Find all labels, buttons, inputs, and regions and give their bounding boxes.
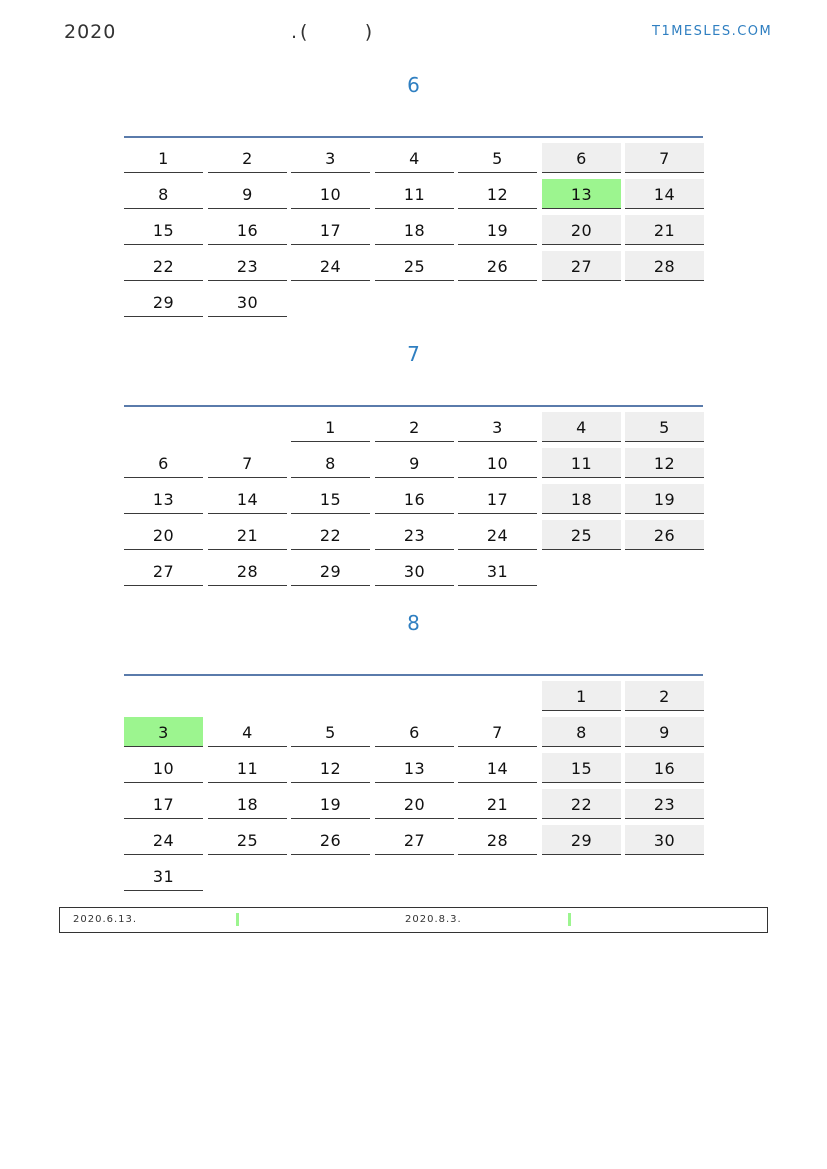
day-cell: 13 — [375, 753, 454, 783]
day-cell: 27 — [542, 251, 621, 281]
day-cell: 29 — [124, 287, 203, 317]
day-cell: 23 — [375, 520, 454, 550]
day-cell: 30 — [625, 825, 704, 855]
day-cell: 20 — [542, 215, 621, 245]
header-subtitle: .( ) — [291, 21, 376, 43]
day-cell: 15 — [291, 484, 370, 514]
legend-date-2: 2020.8.3. — [405, 914, 462, 925]
day-cell: 3 — [458, 412, 537, 442]
day-cell: 30 — [375, 556, 454, 586]
day-cell: 17 — [291, 215, 370, 245]
day-cell: 27 — [375, 825, 454, 855]
day-cell: 16 — [625, 753, 704, 783]
day-cell: 2 — [375, 412, 454, 442]
legend-highlight-marker-2 — [568, 913, 571, 926]
day-cell: 2 — [625, 681, 704, 711]
day-cell: 27 — [124, 556, 203, 586]
day-cell: 12 — [458, 179, 537, 209]
day-cell: 14 — [208, 484, 287, 514]
day-cell: 31 — [458, 556, 537, 586]
day-cell: 19 — [458, 215, 537, 245]
day-cell: 31 — [124, 861, 203, 891]
site-link[interactable]: T1MESLES.COM — [652, 24, 773, 39]
day-cell: 3 — [291, 143, 370, 173]
day-cell: 1 — [542, 681, 621, 711]
day-cell: 29 — [291, 556, 370, 586]
day-cell: 24 — [124, 825, 203, 855]
day-cell: 5 — [458, 143, 537, 173]
day-cell: 5 — [625, 412, 704, 442]
day-cell: 19 — [291, 789, 370, 819]
day-cell: 30 — [208, 287, 287, 317]
day-cell: 8 — [542, 717, 621, 747]
day-cell: 9 — [208, 179, 287, 209]
day-cell: 26 — [458, 251, 537, 281]
day-cell: 6 — [375, 717, 454, 747]
day-cell: 13 — [124, 484, 203, 514]
day-cell: 15 — [542, 753, 621, 783]
day-cell: 11 — [375, 179, 454, 209]
day-cell: 6 — [124, 448, 203, 478]
day-cell: 28 — [458, 825, 537, 855]
day-cell: 22 — [124, 251, 203, 281]
day-cell: 10 — [458, 448, 537, 478]
day-cell: 5 — [291, 717, 370, 747]
day-cell: 17 — [124, 789, 203, 819]
day-cell: 28 — [625, 251, 704, 281]
day-cell: 15 — [124, 215, 203, 245]
day-cell: 19 — [625, 484, 704, 514]
day-cell: 11 — [208, 753, 287, 783]
day-cell: 10 — [124, 753, 203, 783]
day-cell: 4 — [542, 412, 621, 442]
day-cell: 12 — [291, 753, 370, 783]
legend-box — [59, 907, 768, 933]
day-cell: 18 — [542, 484, 621, 514]
day-cell: 7 — [625, 143, 704, 173]
day-cell: 11 — [542, 448, 621, 478]
page-header — [0, 0, 827, 60]
day-cell: 9 — [375, 448, 454, 478]
day-cell: 28 — [208, 556, 287, 586]
day-cell: 26 — [291, 825, 370, 855]
day-cell: 18 — [375, 215, 454, 245]
day-cell: 1 — [124, 143, 203, 173]
day-cell: 13 — [542, 179, 621, 209]
day-cell: 6 — [542, 143, 621, 173]
day-cell: 18 — [208, 789, 287, 819]
day-cell: 23 — [208, 251, 287, 281]
day-cell: 20 — [124, 520, 203, 550]
day-cell: 7 — [458, 717, 537, 747]
day-cell: 21 — [458, 789, 537, 819]
day-cell: 29 — [542, 825, 621, 855]
day-cell: 2 — [208, 143, 287, 173]
legend-highlight-marker-1 — [236, 913, 239, 926]
day-cell: 3 — [124, 717, 203, 747]
month-title: 8 — [407, 611, 420, 635]
day-cell: 9 — [625, 717, 704, 747]
month-rule — [124, 405, 703, 407]
day-cell: 20 — [375, 789, 454, 819]
day-cell: 14 — [625, 179, 704, 209]
day-cell: 8 — [124, 179, 203, 209]
day-cell: 22 — [542, 789, 621, 819]
day-cell: 23 — [625, 789, 704, 819]
day-cell: 16 — [375, 484, 454, 514]
legend-date-1: 2020.6.13. — [73, 914, 138, 925]
day-cell: 22 — [291, 520, 370, 550]
day-cell: 21 — [625, 215, 704, 245]
month-rule — [124, 136, 703, 138]
day-cell: 21 — [208, 520, 287, 550]
day-cell: 8 — [291, 448, 370, 478]
day-cell: 10 — [291, 179, 370, 209]
header-year: 2020 — [64, 21, 117, 43]
day-cell: 26 — [625, 520, 704, 550]
month-title: 6 — [407, 73, 420, 97]
day-cell: 1 — [291, 412, 370, 442]
day-cell: 16 — [208, 215, 287, 245]
day-cell: 24 — [458, 520, 537, 550]
day-cell: 25 — [208, 825, 287, 855]
month-rule — [124, 674, 703, 676]
day-cell: 14 — [458, 753, 537, 783]
day-cell: 25 — [542, 520, 621, 550]
day-cell: 4 — [375, 143, 454, 173]
day-cell: 4 — [208, 717, 287, 747]
day-cell: 7 — [208, 448, 287, 478]
day-cell: 12 — [625, 448, 704, 478]
day-cell: 17 — [458, 484, 537, 514]
day-cell: 24 — [291, 251, 370, 281]
month-title: 7 — [407, 342, 420, 366]
day-cell: 25 — [375, 251, 454, 281]
